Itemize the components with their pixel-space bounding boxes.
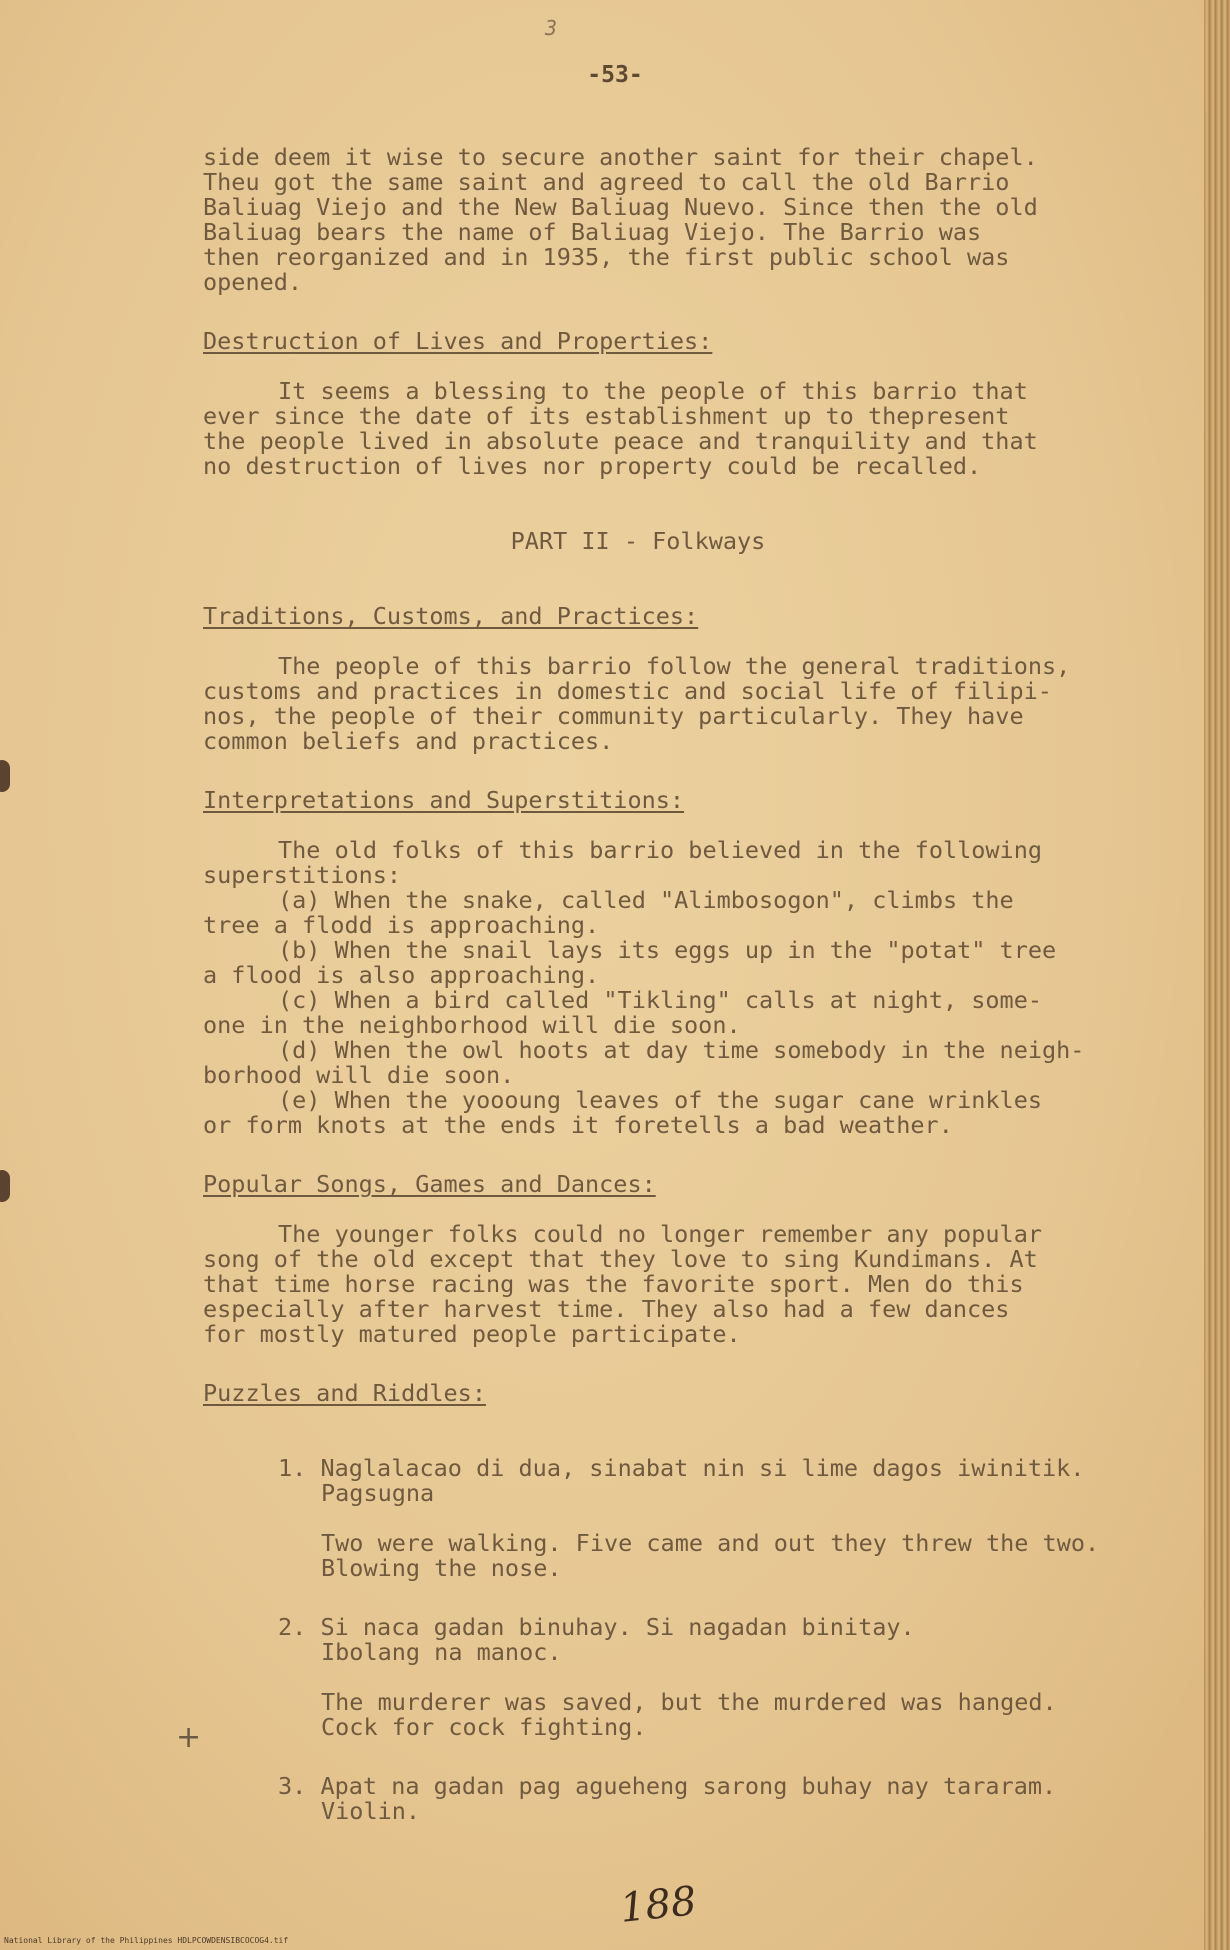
text-line: opened. bbox=[203, 268, 303, 296]
riddle-translation: Two were walking. Five came and out they threw the two. bbox=[321, 1529, 1100, 1557]
riddle-answer: Violin. bbox=[321, 1797, 421, 1825]
text-line: one in the neighborhood will die soon. bbox=[203, 1011, 741, 1039]
riddle-translation-answer: Blowing the nose. bbox=[321, 1554, 562, 1582]
text-line: that time horse racing was the favorite sport. Men do this bbox=[203, 1270, 1024, 1298]
text-line: for mostly matured people participate. bbox=[203, 1320, 741, 1348]
riddle-item bbox=[203, 1774, 1163, 1824]
handwritten-page-number: 188 bbox=[617, 1878, 699, 1932]
text-line: The younger folks could no longer remember any popular bbox=[278, 1220, 1043, 1248]
text-line: Baliuag Viejo and the New Baliuag Nuevo. Since then the old bbox=[203, 193, 1038, 221]
riddle-number: 1. bbox=[278, 1454, 307, 1482]
page-number: -53- bbox=[587, 62, 643, 88]
text-line: especially after harvest time. They also had a few dances bbox=[203, 1295, 1010, 1323]
text-line: song of the old except that they love to sing Kundimans. At bbox=[203, 1245, 1038, 1273]
text-line: common beliefs and practices. bbox=[203, 727, 614, 755]
destruction-section bbox=[203, 329, 1163, 479]
superstition-item: (e) When the yoooung leaves of the sugar cane wrinkles bbox=[278, 1086, 1043, 1114]
riddle-translation-answer: Cock for cock fighting. bbox=[321, 1713, 647, 1741]
superstition-item: (a) When the snake, called "Alimbosogon", climbs the bbox=[278, 886, 1014, 914]
text-line: nos, the people of their community particularly. They have bbox=[203, 702, 1024, 730]
riddle-text: Naglalacao di dua, sinabat nin si lime dagos iwinitik. bbox=[320, 1454, 1085, 1482]
riddle-translation: The murderer was saved, but the murdered was hanged. bbox=[321, 1688, 1057, 1716]
binder-hole bbox=[0, 760, 10, 792]
text-line: or form knots at the ends it foretells a bad weather. bbox=[203, 1111, 953, 1139]
scan-source-footer: National Library of the Philippines HDLPCOWDENSIBCOCOG4.tif bbox=[4, 1936, 289, 1945]
text-line: a flood is also approaching. bbox=[203, 961, 600, 989]
text-line: superstitions: bbox=[203, 861, 402, 889]
text-line: no destruction of lives nor property could be recalled. bbox=[203, 452, 982, 480]
text-line: customs and practices in domestic and social life of filipi- bbox=[203, 677, 1052, 705]
part-title: PART II - Folkways bbox=[510, 527, 766, 555]
text-line: side deem it wise to secure another saint for their chapel. bbox=[203, 143, 1038, 171]
text-line: tree a flodd is approaching. bbox=[203, 911, 600, 939]
section-heading: Popular Songs, Games and Dances: bbox=[203, 1170, 656, 1198]
text-line: It seems a blessing to the people of this barrio that bbox=[278, 377, 1028, 405]
riddle-number: 2. bbox=[278, 1613, 307, 1641]
document-body bbox=[203, 145, 1163, 1824]
superstition-item: (b) When the snail lays its eggs up in the "potat" tree bbox=[278, 936, 1057, 964]
puzzles-section bbox=[203, 1381, 1163, 1824]
riddle-number: 3. bbox=[278, 1772, 307, 1800]
section-heading: Destruction of Lives and Properties: bbox=[203, 327, 713, 355]
section-heading: Traditions, Customs, and Practices: bbox=[203, 602, 699, 630]
text-line: borhood will die soon. bbox=[203, 1061, 515, 1089]
traditions-section bbox=[203, 604, 1163, 754]
text-line: ever since the date of its establishment up to thepresent bbox=[203, 402, 1010, 430]
riddle-text: Apat na gadan pag agueheng sarong buhay nay tararam. bbox=[320, 1772, 1057, 1800]
text-line: The people of this barrio follow the general traditions, bbox=[278, 652, 1071, 680]
riddle-answer: Pagsugna bbox=[321, 1479, 435, 1507]
text-line: Baliuag bears the name of Baliuag Viejo. The Barrio was bbox=[203, 218, 982, 246]
pencil-mark: 3 bbox=[545, 16, 558, 40]
binder-hole bbox=[0, 1170, 10, 1202]
riddle-answer: Ibolang na manoc. bbox=[321, 1638, 562, 1666]
text-line: the people lived in absolute peace and tranquility and that bbox=[203, 427, 1038, 455]
text-line: The old folks of this barrio believed in the following bbox=[278, 836, 1043, 864]
margin-mark: + bbox=[176, 1720, 202, 1755]
intro-paragraph bbox=[203, 145, 1163, 295]
text-line: then reorganized and in 1935, the first public school was bbox=[203, 243, 1010, 271]
riddle-item bbox=[203, 1456, 1163, 1581]
text-line: Theu got the same saint and agreed to call the old Barrio bbox=[203, 168, 1010, 196]
section-heading: Puzzles and Riddles: bbox=[203, 1379, 486, 1407]
riddle-item bbox=[203, 1615, 1163, 1740]
superstitions-section bbox=[203, 788, 1163, 1138]
songs-section bbox=[203, 1172, 1163, 1347]
riddle-text: Si naca gadan binuhay. Si nagadan binitay. bbox=[320, 1613, 915, 1641]
superstition-item: (c) When a bird called "Tikling" calls at night, some- bbox=[278, 986, 1043, 1014]
superstition-item: (d) When the owl hoots at day time somebody in the neigh- bbox=[278, 1036, 1085, 1064]
section-heading: Interpretations and Superstitions: bbox=[203, 786, 685, 814]
page-edge bbox=[1204, 0, 1230, 1950]
